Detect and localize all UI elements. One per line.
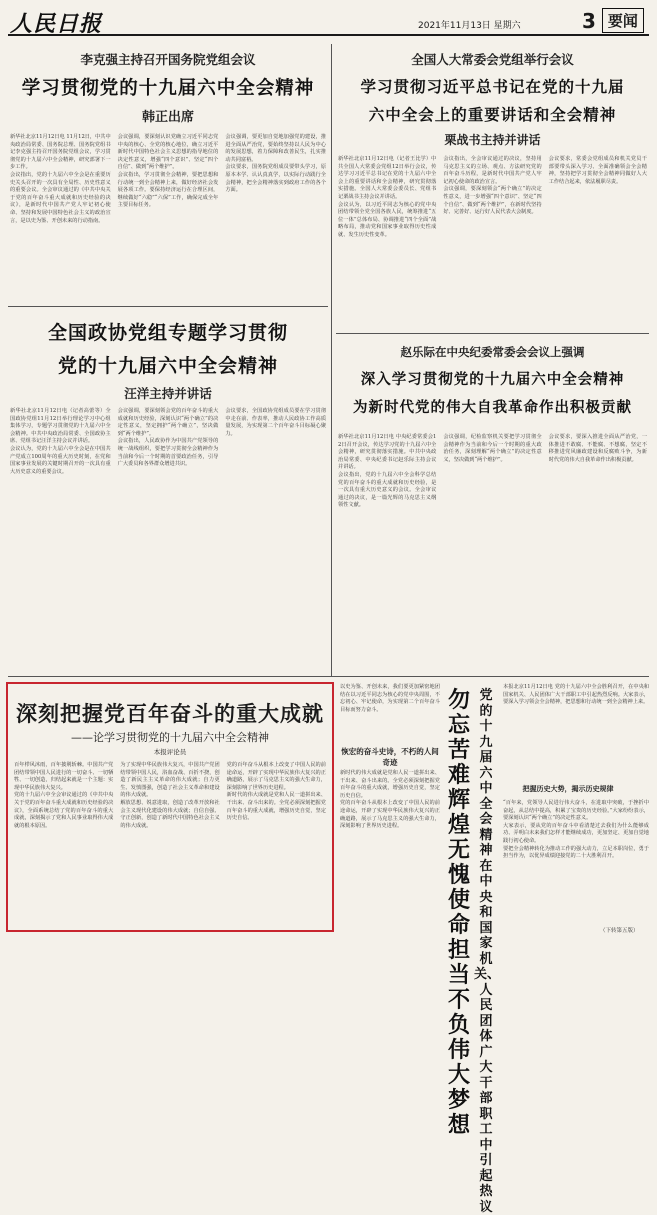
feature-editorial — [6, 682, 334, 932]
paragraph: 以史为鉴、开创未来，我们要更加紧密地团结在以习近平同志为核心的党中央周围，不忘初心、牢记使命，为实现第二个百年奋斗目标而努力奋斗。 — [340, 684, 440, 713]
paragraph: 解放思想、锐意进取，创造了改革开放和社会主义现代化建设的伟大成就；自信自强、守正创新，创造了新时代中国特色社会主义的伟大成就。 — [120, 799, 220, 829]
article-body — [503, 684, 649, 782]
newspaper-logo: 人民日报 — [10, 11, 103, 37]
paragraph: 会议指出，学习贯彻全会精神，要把思想和行动统一到全会精神上来，做好经济社会发展各项工作。要保持经济运行在合理区间，继续做好“六稳”“六保”工作，确保完成全年主要目标任务。 — [117, 171, 219, 209]
paragraph: 要把全会精神转化为推动工作的强大动力，立足本职岗位，勇于担当作为，以优异成绩迎接党的二十大胜利召开。 — [503, 845, 649, 860]
paragraph: 新华社北京11月12日电（记者高蕾等）全国政协党组11月12日举行理论学习中心组集体学习，专题学习贯彻党的十九届六中全会精神。中共中央政治局常委、全国政协主席、党组书记汪洋主持会议并讲话。 — [10, 408, 111, 445]
article-kicker: 赵乐际在中央纪委常委会会议上强调 — [400, 345, 585, 359]
feature-title: 深刻把握党百年奋斗的重大成就 — [16, 702, 324, 726]
article-kicker: 全国人大常委会党组举行会议 — [411, 52, 574, 67]
article-headline: 深入学习贯彻党的十九届六中全会精神 — [360, 372, 625, 388]
paragraph: 会议要求，常委会党组成员和机关党员干部要带头深入学习、全面准确领会全会精神，坚持把学习贯彻全会精神同做好人大工作结合起来，依法履职尽责。 — [548, 156, 647, 185]
paragraph: 党的百年奋斗从根本上改变了中国人民的前途命运，开辟了实现中华民族伟大复兴的正确道路，展示了马克思主义的强大生命力，深刻影响了世界历史进程。 — [340, 800, 440, 830]
article-byline: 韩正出席 — [141, 110, 194, 125]
article-li-keqiang — [8, 44, 328, 302]
row-divider — [8, 306, 328, 307]
paragraph: 会议强调，纪检监察机关要把学习贯彻全会精神作为当前和今后一个时期的重大政治任务，深刻理解“两个确立”的决定性意义，坚决做到“两个维护”。 — [443, 434, 542, 463]
row-divider — [336, 333, 649, 334]
feature-section-heading: 恢宏的奋斗史诗，不朽的人间奇迹 — [341, 747, 439, 767]
masthead — [8, 6, 649, 36]
paragraph: 会议认为，党的十九届六中全会是在中国共产党成立100周年的重大历史时刻，在党和国家事业发展的关键时期召开的一次具有重大历史意义的重要会议。 — [10, 445, 111, 475]
article-body — [338, 156, 647, 326]
page-indicator — [582, 8, 644, 33]
article-kicker: 李克强主持召开国务院党组会议 — [80, 52, 256, 67]
paragraph: 会议指出，人民政协作为中国共产党领导的统一战线组织，要把学习贯彻全会精神作为当前和今后一个时期的首要政治任务，引导广大委员和各界群众增进共识。 — [117, 438, 219, 468]
paragraph: 会议要求，国务院党组成员要带头学习，原原本本学、认认真真学，以实际行动践行全会精神，把全会精神落实到政府工作的各个方面。 — [225, 164, 327, 194]
paragraph: 会议要求，全国政协党组成员要在学习贯彻中走在前、作表率，推动人民政协工作高质量发展，为实现第二个百年奋斗目标凝心聚力。 — [225, 408, 327, 437]
paragraph: 会议强调，要深刻领会党的百年奋斗的重大成就和历史经验，深刻认识“两个确立”的决定性意义，坚定拥护“两个确立”，坚决做到“两个维护”。 — [117, 408, 219, 437]
feature-subtitle: ——论学习贯彻党的十九届六中全会精神 — [71, 731, 269, 744]
paragraph: 会议认为，以习近平同志为核心的党中央团结带领全党全国各族人民，统筹推进“五位一体”总体布局、协调推进“四个全面”战略布局，推动党和国家事业取得历史性成就、发生历史性变革。 — [338, 201, 437, 238]
paragraph: 为了实现中华民族伟大复兴，中国共产党团结带领中国人民，浴血奋战、百折不挠，创造了新民主主义革命的伟大成就；自力更生、发愤图强，创造了社会主义革命和建设的伟大成就。 — [120, 762, 220, 799]
page-number: 3 — [582, 8, 596, 33]
article-headline: 全国政协党组专题学习贯彻 — [47, 322, 288, 344]
article-byline: 栗战书主持并讲话 — [444, 133, 541, 147]
paragraph: 会议指出，全会审议通过的决议，坚持用马克思主义的立场、观点、方法研究党的百年奋斗历程，是新时代中国共产党人牢记初心使命的政治宣言。 — [443, 156, 542, 185]
article-body — [338, 434, 647, 670]
dateline: 2021年11月13日 星期六 — [418, 21, 521, 31]
paragraph: 新华社北京11月12日电（记者王比学）中共全国人大常委会党组12日举行会议，传达学习习近平总书记在党的十九届六中全会上的重要讲话和全会精神，研究贯彻落实措施。全国人大常委会委员长、党组书记栗战书主持会议并讲话。 — [338, 156, 437, 200]
paragraph: 新时代的伟大成就是党和人民一道拼出来、干出来、奋斗出来的。全党必须深刻把握党百年奋斗的重大成就，增强历史自觉，坚定历史自信。 — [226, 792, 326, 822]
column-divider — [331, 44, 332, 676]
paragraph: 新华社北京11月12日电 11月12日，中共中央政治局常委、国务院总理、国务院党组书记李克强主持召开国务院党组会议，学习贯彻党的十九届六中全会精神，研究部署下一步工作。 — [10, 134, 111, 171]
paragraph: 会议指出，党的十九届六中全会是在重要历史关头召开的一次具有全局性、历史性意义的重要会议。全会审议通过的《中共中央关于党的百年奋斗重大成就和历史经验的决议》，是新时代中国共产党人牢记初心使命、坚持和发展中国特色社会主义的政治宣言，是以史为鉴、开创未来的行动指南。 — [10, 171, 111, 224]
article-wang-yang — [8, 312, 328, 672]
article-headline: 学习贯彻习近平总书记在党的十九届 — [360, 78, 625, 96]
paragraph: 会议要求，要深入推进全面从严治党，一体推进不敢腐、不能腐、不想腐，坚定不移推进党风廉政建设和反腐败斗争，为新时代党的伟大自我革命作出积极贡献。 — [548, 434, 647, 463]
feature-author: 本报评论员 — [153, 748, 187, 756]
paragraph: 会议强调，要深刻领会“两个确立”的决定性意义，进一步增强“四个意识”、坚定“四个自信”、做到“两个维护”，在新时代坚持好、完善好、运行好人民代表大会制度。 — [443, 186, 542, 216]
paragraph: 本报北京11月12日电 党的十九届六中全会胜利召开，在中央和国家机关、人民团体广大干部职工中引起热烈反响。大家表示，要深入学习领会全会精神，把思想和行动统一到全会精神上来。 — [503, 684, 649, 706]
article-li-zhanshu — [336, 44, 649, 329]
feature-continuation-2 — [340, 770, 440, 930]
paragraph: 会议强调，要深刻认识党确立习近平同志党中央的核心、全党的核心地位，确立习近平新时代中国特色社会主义思想的指导地位的决定性意义，增强“四个意识”、坚定“四个自信”、做到“两个维护”。 — [117, 134, 219, 171]
article-body — [10, 408, 326, 670]
page-section-name: 要闻 — [602, 8, 644, 33]
article-headline: 为新时代党的伟大自我革命作出积极贡献 — [353, 400, 632, 416]
paragraph: “百年来，党领导人民进行伟大奋斗，在进取中突破，于挫折中奋起，从总结中提高，积累了宝贵的历史经验。”大家纷纷表示，要深刻认识“两个确立”的决定性意义。 — [503, 800, 649, 822]
paragraph: 会议指出，党的十九届六中全会科学总结党的百年奋斗的重大成就和历史经验，是一次具有重大历史意义的会议。全会审议通过的决议，是一篇光辉的马克思主义纲领性文献。 — [338, 471, 437, 509]
article-zhao-leji — [336, 338, 649, 672]
paragraph: 百年栉风沐雨，百年披荆斩棘。中国共产党团结带领中国人民进行的一切奋斗、一切牺牲、一切创造，归结起来就是一个主题：实现中华民族伟大复兴。 — [14, 762, 114, 791]
paragraph: 党的十九届六中全会审议通过的《中共中央关于党的百年奋斗重大成就和历史经验的决议》，全面系统总结了党的百年奋斗的重大成就，深刻揭示了党和人民事业取得伟大成就的根本原因。 — [14, 792, 114, 829]
article-vertical-subtitle: 党的十九届六中全会精神在中央和国家机关、人民团体广大干部职工中引起热议 — [474, 688, 501, 1215]
feature-body — [14, 762, 326, 928]
article-headline: 六中全会上的重要讲话和全会精神 — [368, 106, 617, 124]
article-headline: 学习贯彻党的十九届六中全会精神 — [21, 78, 315, 99]
paragraph: 新时代的伟大成就是党和人民一道拼出来、干出来、奋斗出来的。全党必须深刻把握党百年奋斗的重大成就，增强历史自觉，坚定历史自信。 — [340, 770, 440, 799]
paragraph: 新华社北京11月12日电 中央纪委常委会12日召开会议，传达学习党的十九届六中全会精神，研究贯彻落实措施。中共中央政治局常委、中央纪委书记赵乐际主持会议并讲话。 — [338, 434, 437, 471]
article-headline: 党的十九届六中全会精神 — [57, 355, 278, 377]
article-body — [10, 134, 326, 300]
paragraph: 大家表示，要从党的百年奋斗中看清楚过去我们为什么能够成功、弄明白未来我们怎样才能继续成功，更加坚定、更加自觉地践行初心使命。 — [503, 822, 649, 844]
article-vertical-headline: 勿忘苦难辉煌 无愧使命担当 不负伟大梦想 — [447, 688, 470, 1138]
article-section-heading: 把握历史大势，揭示历史规律 — [522, 785, 614, 793]
article-body — [503, 800, 649, 922]
continued-note: （下转第五版） — [600, 928, 639, 934]
article-byline: 汪洋主持并讲话 — [124, 386, 212, 401]
row-divider — [8, 676, 649, 677]
paragraph: 党的百年奋斗从根本上改变了中国人民的前途命运，开辟了实现中华民族伟大复兴的正确道路，展示了马克思主义的强大生命力，深刻影响了世界历史进程。 — [226, 762, 326, 791]
paragraph: 会议强调，要更加自觉地加强党的建设，推进全面从严治党，要始终坚持以人民为中心的发展思想，着力保障和改善民生，扎实推动共同富裕。 — [225, 134, 327, 163]
